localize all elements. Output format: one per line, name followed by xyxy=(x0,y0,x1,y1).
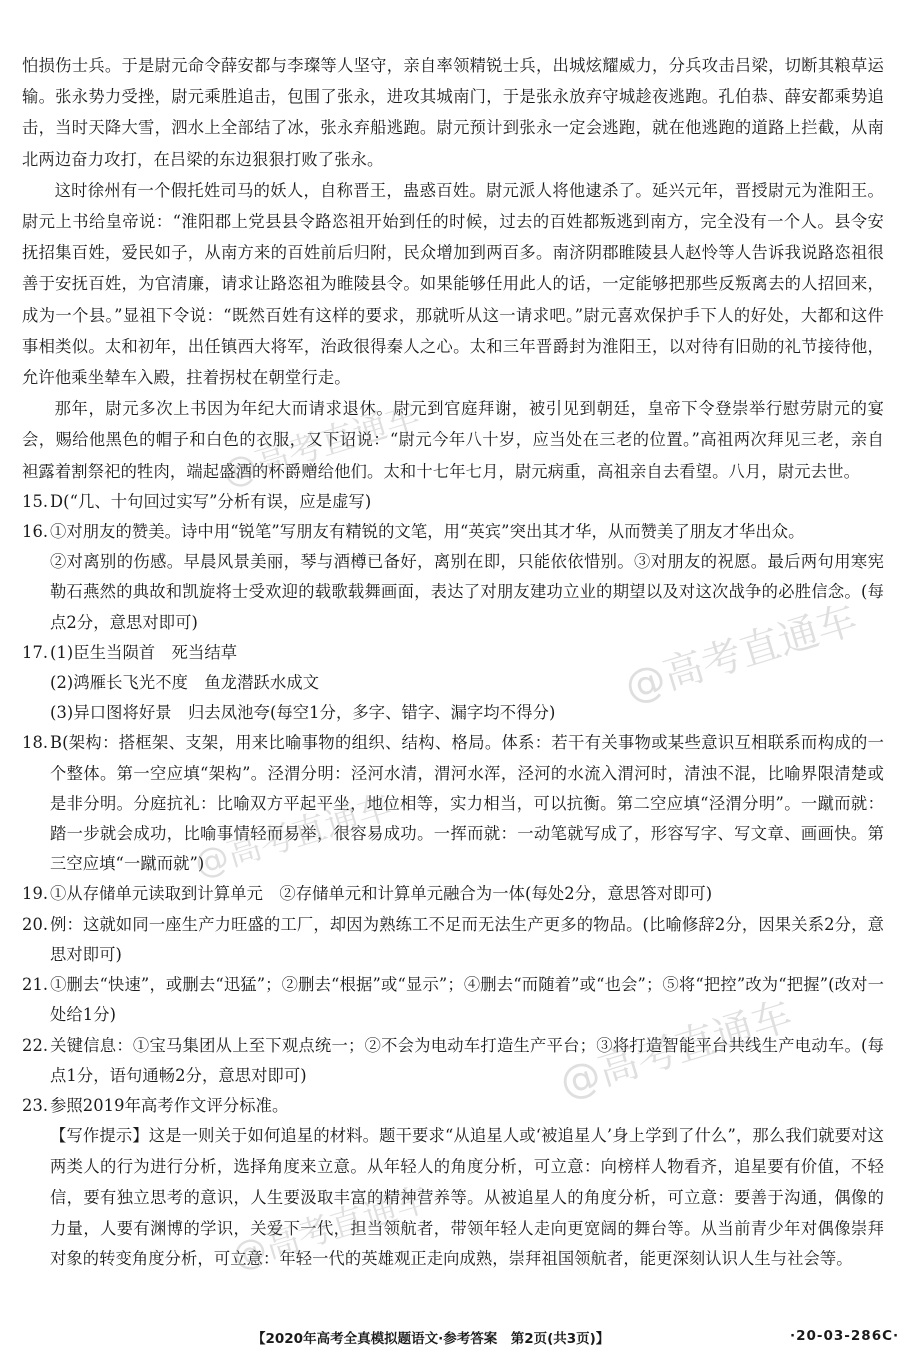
watermark: @高考直通车 xyxy=(554,992,798,1107)
answer-text: 关键信息：①宝马集团从上至下观点统一；②不会为电动车打造生产平台；③将打造智能平台共线生产电动车。(每点1分，语句通畅2分，意思对即可) xyxy=(50,1035,884,1085)
answer-20 xyxy=(22,910,884,970)
document-page xyxy=(22,50,884,1275)
answer-text: 例：这就如同一座生产力旺盛的工厂，却因为熟练工不足而无法生产更多的物品。(比喻修辞2分，因果关系2分，意思对即可) xyxy=(50,914,884,964)
writing-tip xyxy=(22,1121,884,1275)
footer-code: ·20-03-286C· xyxy=(790,1328,900,1344)
passage-paragraph-1: 怕损伤士兵。于是尉元命令薛安都与李璨等人坚守，亲自率领精锐士兵，出城炫耀威力，分兵攻击吕梁，切断其粮草运输。张永势力受挫，尉元乘胜追击，包围了张永，进攻其城南门，于是张永放弃守城趁夜逃跑。孔伯恭、薛安都乘势追击，当时天降大雪，泗水上全部结了冰，张永弃船逃跑。尉元预计到张永一定会逃跑，就在他逃跑的道路上拦截，从南北两边奋力攻打，在吕梁的东边狠狠打败了张永。 xyxy=(22,56,884,169)
writing-tip-label: 【写作提示】 xyxy=(50,1126,149,1146)
answer-16 xyxy=(22,517,884,638)
answer-text: ①从存储单元读取到计算单元 ②存储单元和计算单元融合为一体(每处2分，意思答对即可) xyxy=(50,884,713,904)
answer-text: ②对离别的伤感。早晨风景美丽，琴与酒樽已备好，离别在即，只能依依惜别。③对朋友的祝愿。最后两句用寒宪勒石燕然的典故和凯旋将士受欢迎的载歌载舞画面，表达了对朋友建功立业的期望以及对这次战争的必胜信念。(每点2分，意思对即可) xyxy=(50,552,884,632)
answer-number: 20. xyxy=(22,914,49,934)
answer-17 xyxy=(22,638,884,729)
footer-title: 【2020年高考全真模拟题语文·参考答案 第2页(共3页)】 xyxy=(252,1331,610,1347)
answer-23 xyxy=(22,1091,884,1275)
answer-text: (3)异口图将好景 归去凤池夸(每空1分，多字、错字、漏字均不得分) xyxy=(50,703,556,723)
answer-number: 15. xyxy=(22,491,49,511)
answer-text: 参照2019年高考作文评分标准。 xyxy=(50,1095,289,1115)
answer-number: 22. xyxy=(22,1035,49,1055)
answer-21 xyxy=(22,970,884,1030)
watermark: @高考直通车 xyxy=(227,1178,435,1277)
answer-text: B(架构：搭框架、支架，用来比喻事物的组织、结构、格局。体系：若干有关事物或某些意识互相联系而构成的一个整体。第一空应填“架构”。泾渭分明：泾河水清，渭河水浑，泾河的水流入渭河时，清浊不混，比喻界限清楚或是非分明。分庭抗礼：比喻双方平起平坐，地位相等，实力相当，可以抗衡。第二空应填“泾渭分明”。一蹴而就：踏一步就会成功，比喻事情轻而易举，很容易成功。一挥而就：一动笔就写成了，形容写字、写文章、画画快。第三空应填“一蹴而就”) xyxy=(50,733,884,874)
passage-paragraph-3: 那年，尉元多次上书因为年纪大而请求退休。尉元到官庭拜谢，被引见到朝廷，皇帝下令登崇举行慰劳尉元的宴会，赐给他黑色的帽子和白色的衣服，又下诏说：“尉元今年八十岁，应当处在三老的位置。”高祖两次拜见三老，亲自袒露着割祭祀的牲肉，端起盛酒的杯爵赠给他们。太和十七年七月，尉元病重，高祖亲自去看望。八月，尉元去世。 xyxy=(22,399,884,481)
answer-number: 18. xyxy=(22,733,49,753)
answer-22 xyxy=(22,1031,884,1091)
answer-text: ①删去“快速”，或删去“迅猛”；②删去“根据”或“显示”；④删去“而随着”或“也会”；⑤将“把控”改为“把握”(改对一处给1分) xyxy=(50,975,884,1025)
answer-number: 23. xyxy=(22,1095,49,1115)
answer-number: 16. xyxy=(22,522,49,542)
answer-number: 17. xyxy=(22,642,49,662)
watermark: @高考直通车 xyxy=(217,395,425,494)
answer-text: (1)臣生当陨首 死当结草 xyxy=(50,642,238,662)
answer-number: 19. xyxy=(22,884,49,904)
answer-15 xyxy=(22,487,884,517)
answer-number: 21. xyxy=(22,975,49,995)
answer-text: ①对朋友的赞美。诗中用“锐笔”写朋友有精锐的文笔，用“英宾”突出其才华，从而赞美了朋友才华出众。 xyxy=(50,522,805,542)
watermark: @高考直通车 xyxy=(189,786,397,885)
passage-paragraph-2: 这时徐州有一个假托姓司马的妖人，自称晋王，蛊惑百姓。尉元派人将他逮杀了。延兴元年，晋授尉元为淮阳王。尉元上书给皇帝说：“淮阳郡上党县县令路恣祖开始到任的时候，过去的百姓都叛逃到南方，完全没有一个人。县令安抚招集百姓，爱民如子，从南方来的百姓前后归附，民众增加到两百多。南济阴郡睢陵县人赵怜等人告诉我说路恣祖很善于安抚百姓，为官清廉，请求让路恣祖为睢陵县令。如果能够任用此人的话，一定能够把那些反叛离去的人招回来，成为一个县。”显祖下令说：“既然百姓有这样的要求，那就听从这一请求吧。”尉元喜欢保护手下人的好处，大都和这件事相类似。太和初年，出任镇西大将军，治政很得秦人之心。太和三年晋爵封为淮阳王，以对待有旧勋的礼节接待他，允许他乘坐辇车入殿，拄着拐杖在朝堂行走。 xyxy=(22,180,884,388)
watermark: @高考直通车 xyxy=(619,596,863,711)
answer-18 xyxy=(22,728,884,879)
answer-19 xyxy=(22,879,884,909)
answer-text: (2)鸿雁长飞光不度 鱼龙潜跃水成文 xyxy=(50,673,320,693)
writing-tip-text: 这是一则关于如何追星的材料。题干要求“从追星人或‘被追星人’身上学到了什么”，那么我们就要对这两类人的行为进行分析，选择角度来立意。从年轻人的角度分析，可立意：向榜样人物看齐，追星要有价值，不轻信，要有独立思考的意识，人生要汲取丰富的精神营养等。从被追星人的角度分析，可立意：要善于沟通，偶像的力量，人要有渊博的学识，关爱下一代，担当领航者，带领年轻人走向更宽阔的舞台等。从当前青少年对偶像崇拜对象的转变角度分析，可立意：年轻一代的英雄观正走向成熟，崇拜祖国领航者，能更深刻认识人生与社会等。 xyxy=(50,1126,885,1269)
answer-text: D(“几、十句回过实写”分析有误，应是虚写) xyxy=(50,491,372,511)
